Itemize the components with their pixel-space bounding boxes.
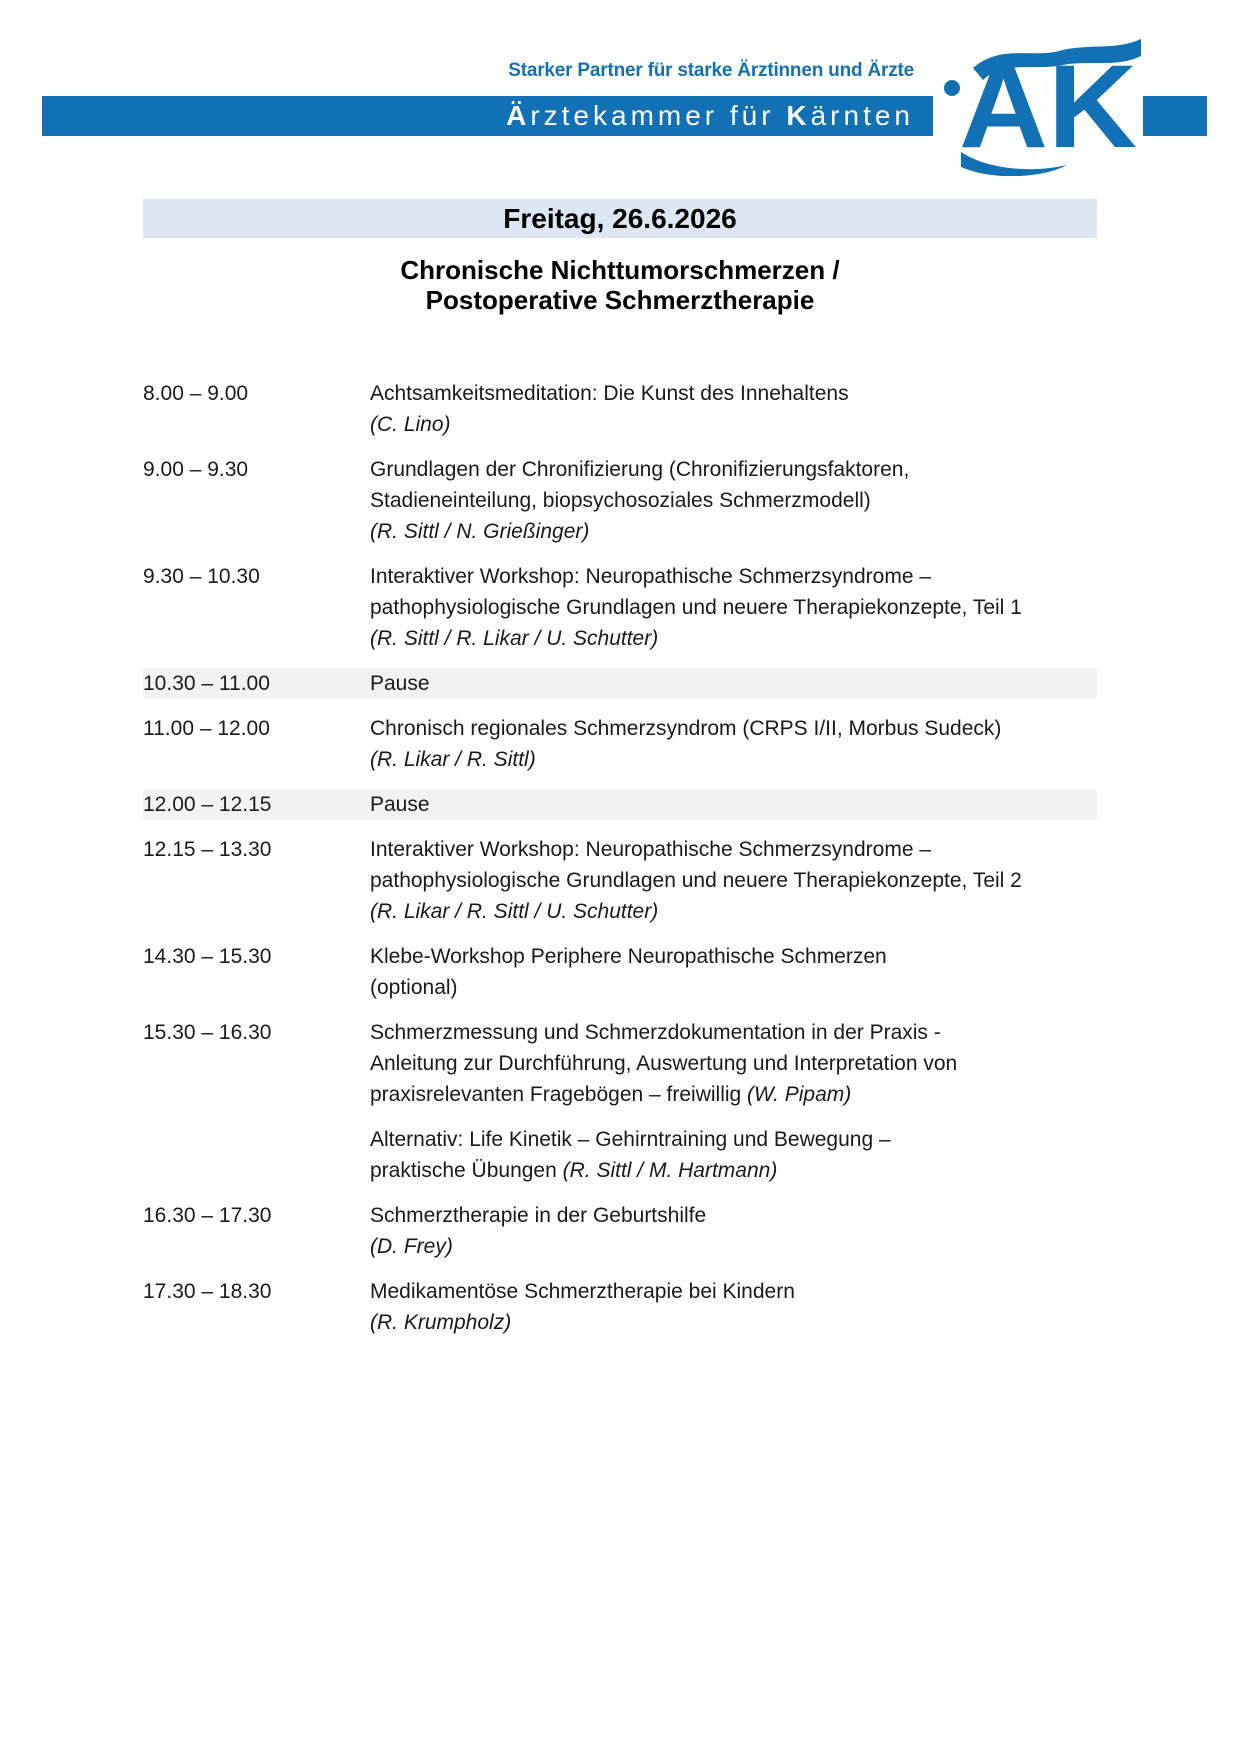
course-title-line2: Postoperative Schmerztherapie (425, 285, 815, 315)
session-description (370, 668, 1097, 699)
session-description (370, 1124, 1097, 1186)
day-title-bar (143, 199, 1097, 238)
speakers: (C. Lino) (370, 413, 451, 436)
time-range: 11.00 – 12.00 (143, 717, 270, 740)
session-line (370, 409, 1097, 440)
time-range: 12.00 – 12.15 (143, 793, 272, 816)
session-line (370, 623, 1097, 654)
time-range: 17.30 – 18.30 (143, 1280, 272, 1303)
session-text: Stadieneinteilung, biopsychosoziales Schmerzmodell) (370, 489, 871, 512)
session-line (370, 1231, 1097, 1262)
schedule-row (143, 713, 1097, 775)
time-range (143, 1124, 370, 1186)
session-line (370, 865, 1097, 896)
session-description (370, 1017, 1097, 1110)
logo-umlaut-dot (944, 80, 960, 96)
schedule-row-pause (143, 668, 1097, 699)
session-text: (optional) (370, 976, 458, 999)
session-text: Achtsamkeitsmeditation: Die Kunst des Innehaltens (370, 382, 849, 405)
session-text: praxisrelevanten Fragebögen – freiwillig (370, 1083, 748, 1106)
speakers: (R. Likar / R. Sittl / U. Schutter) (370, 900, 659, 923)
time-range: 15.30 – 16.30 (143, 1021, 272, 1044)
session-line (370, 485, 1097, 516)
session-line (370, 561, 1097, 592)
header-tagline: Starker Partner für starke Ärztinnen und Ärzte (508, 60, 914, 81)
session-line (370, 713, 1097, 744)
session-text: Medikamentöse Schmerztherapie bei Kindern (370, 1280, 795, 1303)
session-text: pathophysiologische Grundlagen und neuere Therapiekonzepte, Teil 2 (370, 869, 1022, 892)
session-line (370, 744, 1097, 775)
session-text: Schmerztherapie in der Geburtshilfe (370, 1204, 707, 1227)
session-text: Pause (370, 793, 430, 816)
session-line (370, 1048, 1097, 1079)
session-line (370, 668, 1097, 699)
speakers: (R. Likar / R. Sittl) (370, 748, 536, 771)
session-text: Schmerzmessung und Schmerzdokumentation in der Praxis - (370, 1021, 941, 1044)
time-range: 16.30 – 17.30 (143, 1204, 272, 1227)
speakers: (R. Krumpholz) (370, 1311, 512, 1334)
speakers: (R. Sittl / N. Grießinger) (370, 520, 590, 543)
schedule-row (143, 1124, 1097, 1186)
session-line (370, 1155, 1097, 1186)
aek-logo (933, 36, 1143, 176)
session-line (370, 1276, 1097, 1307)
schedule-row (143, 1017, 1097, 1110)
session-line (370, 1017, 1097, 1048)
header-bar-title-initial: K (786, 100, 811, 131)
speakers: (R. Sittl / R. Likar / U. Schutter) (370, 627, 659, 650)
schedule-row (143, 1276, 1097, 1338)
session-description (370, 454, 1097, 547)
session-description (370, 713, 1097, 775)
session-line (370, 834, 1097, 865)
session-line (370, 454, 1097, 485)
session-text: Chronisch regionales Schmerzsyndrom (CRPS I/II, Morbus Sudeck) (370, 717, 1002, 740)
session-text: Alternativ: Life Kinetik – Gehirntraining und Bewegung – (370, 1128, 891, 1151)
session-line (370, 1307, 1097, 1338)
session-description (370, 561, 1097, 654)
session-line (370, 378, 1097, 409)
speakers: (R. Sittl / M. Hartmann) (562, 1159, 778, 1182)
session-line (370, 1200, 1097, 1231)
session-description (370, 834, 1097, 927)
schedule-row (143, 1200, 1097, 1262)
time-range: 12.15 – 13.30 (143, 838, 272, 861)
session-description (370, 1276, 1097, 1338)
time-range: 8.00 – 9.00 (143, 382, 249, 405)
session-line (370, 789, 1097, 820)
schedule-row (143, 561, 1097, 654)
session-text: Pause (370, 672, 430, 695)
session-description (370, 941, 1097, 1003)
schedule-table (143, 378, 1097, 1338)
session-text: Anleitung zur Durchführung, Auswertung und Interpretation von (370, 1052, 958, 1075)
time-range: 9.30 – 10.30 (143, 565, 260, 588)
speakers: (D. Frey) (370, 1235, 453, 1258)
speakers: (W. Pipam) (747, 1083, 852, 1106)
header-bar-title-initial: Ä (506, 100, 531, 131)
session-text: Grundlagen der Chronifizierung (Chronifizierungsfaktoren, (370, 458, 910, 481)
session-line (370, 1124, 1097, 1155)
course-title-line1: Chronische Nichttumorschmerzen / (400, 255, 840, 285)
session-description (370, 378, 1097, 440)
header-bar-title-text: ärnten (810, 100, 914, 131)
schedule-row (143, 378, 1097, 440)
time-range: 9.00 – 9.30 (143, 458, 249, 481)
session-line (370, 972, 1097, 1003)
schedule-row (143, 454, 1097, 547)
session-line (370, 896, 1097, 927)
session-text: pathophysiologische Grundlagen und neuere Therapiekonzepte, Teil 1 (370, 596, 1022, 619)
session-text: Interaktiver Workshop: Neuropathische Schmerzsyndrome – (370, 838, 932, 861)
schedule-row (143, 834, 1097, 927)
session-line (370, 1079, 1097, 1110)
time-range: 10.30 – 11.00 (143, 672, 270, 695)
session-text: Interaktiver Workshop: Neuropathische Schmerzsyndrome – (370, 565, 932, 588)
session-description (370, 1200, 1097, 1262)
session-line (370, 516, 1097, 547)
header-bar-title-text: rztekammer für (530, 100, 787, 131)
session-description (370, 789, 1097, 820)
schedule-row (143, 941, 1097, 1003)
logo-letters: AK (959, 41, 1137, 173)
day-title: Freitag, 26.6.2026 (503, 203, 737, 234)
course-title (143, 255, 1097, 315)
session-text: praktische Übungen (370, 1159, 563, 1182)
session-line (370, 941, 1097, 972)
session-line (370, 592, 1097, 623)
session-text: Klebe-Workshop Periphere Neuropathische Schmerzen (370, 945, 887, 968)
time-range: 14.30 – 15.30 (143, 945, 272, 968)
header-bar-title (506, 96, 914, 136)
schedule-row-pause (143, 789, 1097, 820)
